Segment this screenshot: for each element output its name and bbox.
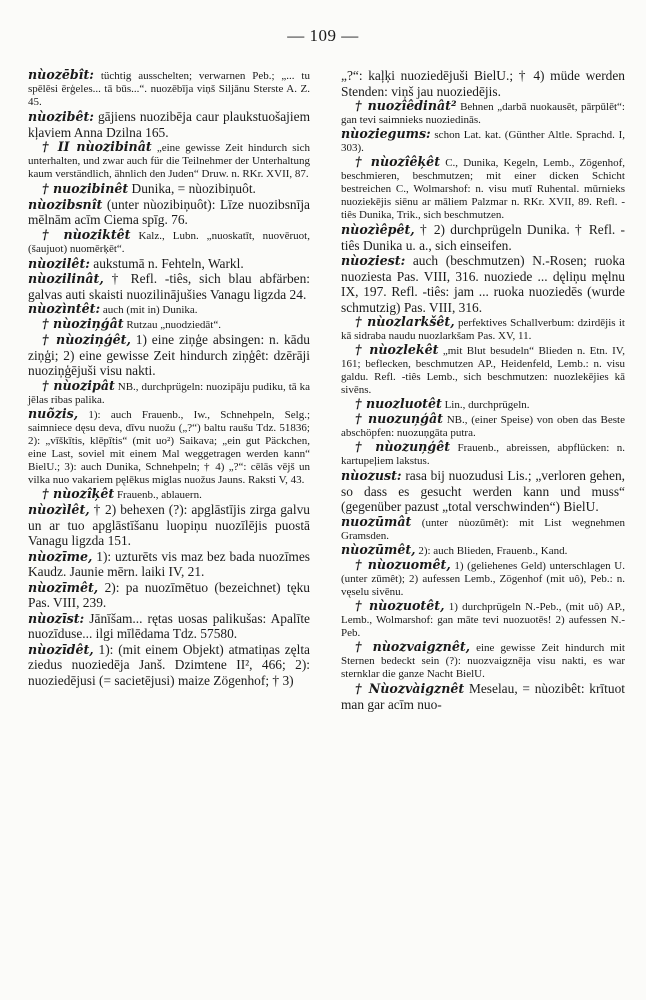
dictionary-entry (28, 407, 310, 487)
entry-headword: nùozūmêt, (341, 542, 416, 558)
entry-headword: † nuozîêdinât² (355, 98, 457, 114)
entry-headword: nùozìlêt, (28, 502, 90, 518)
dictionary-entry (28, 181, 310, 197)
entry-definition: „eine gewisse Zeit hindurch sich unterhalten, und zwar auch für die Teilnehmer der Unterhaltung kaum verständlich, ähnlich den Juden“ Druw. n. RKr. XVII, 87. (28, 142, 310, 181)
entry-definition: (unter nùozibiņuôt): Līze nuozibsnīja mēlnām acīm Ciema spīg. 76. (28, 196, 310, 228)
entry-definition: 1) durchprügeln N.-Peb., (mit uô) AP., Lemb., Wolmarshof: gan māte tevi nuozuotēs! 2) aufessen N.-Peb. (341, 601, 625, 640)
dictionary-entry (341, 640, 625, 681)
entry-definition: gājiens nuozibēja caur plaukstuošajiem kļaviem Anna Dzilna 165. (28, 109, 310, 140)
entry-definition: 1): uzturēts vis maz bez bada nuozīmes Kaudz. Jaunie mērn. laiki IV, 21. (28, 548, 310, 580)
entry-definition: † 2) behexen (?): apglāstījis zirga galvu un ar tuo apglāstīšanu luopiņu nuozīlējis puostā Vanagu ligzda 151. (28, 502, 310, 549)
dictionary-entry (28, 549, 310, 580)
entry-headword: nùozīdêt, (28, 641, 94, 657)
entry-definition: Jānīšam... rętas uosas palikušas: Apalīte nuozīduse... ilgi mīlēdama Tdz. 57580. (28, 610, 310, 642)
entry-headword: † nùozuomêt, (355, 557, 451, 573)
dictionary-entry (341, 440, 625, 468)
dictionary-entry (341, 155, 625, 222)
entry-headword: † nùozuotêt, (355, 598, 445, 614)
entry-definition: auch (mit in) Dunika. (100, 304, 198, 317)
entry-definition: 1): (mit einem Objekt) atmatiņas zęlta ziedus nuoziedēja Janš. Dzimtene II², 466; 2): nuoziedējusi (= sacietējusi) maize Zögenhof; † 3) (28, 641, 310, 689)
entry-definition: NB., (einer Speise) von oben das Beste abschöpfen: nuozuņgāta putra. (341, 414, 625, 440)
dictionary-entry (341, 468, 625, 515)
page-number: — 109 — (287, 26, 359, 45)
entry-definition: 1) eine ziņģe absingen: n. kādu ziņģi; 2) eine gewisse Zeit hindurch ziņģêt: dzērāji nuoziņģējuši visu nakti. (28, 332, 311, 379)
entry-headword: † nùozipât (42, 378, 115, 394)
entry-headword: nùozēbît: (28, 67, 94, 82)
entry-headword: nùozilêt: (28, 255, 90, 271)
entry-definition: aukstumā n. Fehteln, Warkl. (89, 255, 244, 271)
dictionary-entry (341, 343, 625, 397)
entry-definition: tüchtig ausschelten; verwarnen Peb.; „... tu spēlēsi ērģeles... tā būs...“. nuozēbīja viņš Siljānu Sterste A. Z. 45. (28, 70, 310, 108)
entry-definition: 1): auch Frauenb., Iw., Schnehpeln, Selg.; saimniece dęsu deva, dīvu nuožu („?“) baltu raušu Tdz. 51836; 2): „vīškītis, klēpītis“ (mit uo²) Saikava; „ein gut Päckchen, eine Last, soviel mit einem Mal weggetragen werden kann“ BielU.; 3): auch Dunika, Schnehpeln; † 4) „?“: cēlās vējš un vilka nuo vakariem pęlēkus miglas nuožus Jauns. Raksti V, 43. (28, 409, 310, 487)
dictionary-entry (28, 502, 310, 549)
entry-definition: 2): auch Blieden, Frauenb., Kand. (415, 545, 568, 558)
entry-headword: nùozibêt: (28, 109, 94, 124)
entry-definition: perfektives Schallverbum: dzirdējis it kā sidraba naudu nuozlarkšam Pas. XV, 11. (341, 317, 625, 343)
dictionary-entry (28, 487, 310, 502)
dictionary-entry (341, 558, 625, 599)
dictionary-entry (28, 642, 310, 689)
entry-definition: † Refl. -tiês, sich blau abfärben: galvas auti skaisti nuozilinājušies Vanagu ligzda 24. (28, 271, 310, 302)
entry-headword: † nùoziņģêt, (42, 332, 131, 348)
right-column (341, 68, 625, 712)
entry-definition: Frauenb., abreissen, abpflücken: n. kartupeļiem lakstus. (341, 442, 625, 468)
entry-headword: nuozūmât (341, 514, 412, 530)
dictionary-entry (28, 256, 310, 272)
dictionary-entry (28, 611, 310, 642)
entry-definition: „mit Blut besudeln“ Blieden n. Etn. IV, 161; beflecken, beschmutzen AP., Heidenfeld, Lemb.: n. visu galdu. Refl. -tiês Lemb., sich beschmutzen: nuozlekējies kā sivēns. (341, 345, 626, 397)
entry-definition: eine gewisse Zeit hindurch mit Sternen bedeckt sein (?): nuozvaigznēja visu nakti, es war sternklar die ganze Nacht BielU. (341, 642, 625, 681)
entry-definition: rasa bij nuozudusi Lis.; „verloren gehen, so dass es gesucht werden kann und muss“ (gegenüber pazust „total verschwinden“) BielU. (341, 468, 625, 515)
dictionary-entry (341, 222, 625, 253)
entry-definition: Behnen „darbā nuokausēt, pārpūlēt“: gan tevi saimnieks nuoziedinās. (341, 101, 625, 127)
entry-headword: nùozust: (341, 468, 402, 484)
dictionary-entry (28, 68, 310, 109)
entry-definition: Meselau, = nùozibêt: krītuot man gar acīm nuo- (341, 681, 625, 712)
dictionary-entry (341, 99, 625, 127)
entry-headword: † II nùozibinât (42, 139, 152, 155)
dictionary-entry (28, 109, 310, 140)
dictionary-entry (341, 543, 625, 558)
entry-headword: † nùozîķêt (42, 486, 115, 502)
entry-definition: NB., durchprügeln: nuozipāju pudiku, tā ka jēlas ribas palika. (28, 381, 310, 407)
entry-headword: nùozilinât, (28, 271, 104, 287)
dictionary-entry (28, 379, 310, 407)
dictionary-entry (341, 127, 625, 155)
entry-definition: 2): pa nuozīmētuo (bezeichnet) tęku Pas. VIII, 239. (28, 579, 310, 611)
entry-headword: † nuozibinêt (42, 181, 129, 197)
entry-headword: nùoziegums: (341, 126, 431, 142)
dictionary-entry (341, 397, 625, 412)
entry-definition: 1) (geliehenes Geld) unterschlagen U. (unter zūmêt); 2) aufessen Lemb., Zögenhof (mit uô), Peb.: n. vęselu sivēnu. (341, 560, 625, 599)
entry-definition: „?“: kaļķi nuoziedējuši BielU.; † 4) müde werden Stenden: viņš jau nuoziedējis. (341, 68, 625, 99)
entry-definition: Rutzau „nuodziedāt“. (123, 319, 221, 332)
left-column (28, 68, 310, 689)
entry-headword: † nùozvaigznêt, (355, 639, 471, 655)
entry-headword: † Nùozvàigznêt (355, 681, 465, 697)
entry-headword: nùoziest: (341, 253, 406, 269)
entry-definition: Lin., durchprügeln. (441, 399, 530, 412)
entry-definition: auch (beschmutzen) N.-Rosen; ruoka nuoziesta Pas. VIII, 316. nuoziede ... dęliņu męlnu IX, 197. Refl. -tiês: jam ... ruoka nuoziedēs (wurde schmutzig) Pas. VIII, 316. (341, 253, 625, 315)
entry-definition: Dunika, = nùozibiņuôt. (128, 181, 256, 197)
entry-definition: † 2) durchprügeln Dunika. † Refl. -tiês Dunika u. a., sich einseifen. (341, 222, 625, 253)
entry-headword: nùozibsnît (28, 196, 103, 212)
entry-headword: † nùozîêķêt (355, 154, 441, 170)
dictionary-entry (28, 317, 310, 332)
entry-headword: † nùoziktêt (42, 226, 131, 242)
dictionary-entry (341, 515, 625, 543)
dictionary-entry (341, 681, 625, 712)
entry-definition: schon Lat. kat. (Günther Altle. Sprachd. I, 303). (341, 129, 625, 155)
entry-headword: † nuozuņģât (355, 411, 443, 427)
dictionary-entry (28, 580, 310, 611)
entry-headword: nùozīme, (28, 548, 93, 564)
dictionary-entry (28, 197, 310, 228)
dictionary-entry (28, 228, 310, 256)
dictionary-entry (28, 140, 310, 181)
dictionary-entry (341, 599, 625, 640)
entry-headword: nùozìêpêt, (341, 222, 415, 238)
entry-definition: C., Dunika, Kegeln, Lemb., Zögenhof, beschmieren, beschmutzen; mit einer dicken Schicht bestreichen C., Wolmarshof: n. visu mutī Ruhental. mūrnieks nuoziekējis siēnu ar māliem Palzmar n. RKr. XVII, 89. Refl. -tiês Dunika, Trik., sich beschmutzen. (341, 157, 626, 222)
entry-headword: nuõzis, (28, 406, 79, 422)
dictionary-entry (28, 332, 310, 379)
entry-headword: nùozīst: (28, 610, 85, 626)
entry-headword: nùozīmêt, (28, 579, 99, 595)
entry-headword: † nùozlarkšêt, (355, 314, 455, 330)
dictionary-entry (341, 253, 625, 315)
entry-definition: Frauenb., ablauern. (114, 489, 202, 502)
dictionary-entry (341, 68, 625, 99)
entry-headword: † nuozluotêt (355, 396, 442, 412)
entry-headword: nùozìntêt: (28, 301, 101, 317)
entry-definition: Kalz., Lubn. „nuoskatīt, nuovēruot, (šaujuot) nuomērķēt“. (28, 229, 310, 255)
entry-definition: (unter nùozūmêt): mit List wegnehmen Gramsden. (341, 517, 625, 543)
entry-headword: † nùoziņģât (42, 316, 124, 332)
dictionary-entry (341, 412, 625, 440)
dictionary-entry (28, 271, 310, 302)
entry-headword: † nùozuņģêt (355, 439, 451, 455)
dictionary-entry (341, 315, 625, 343)
dictionary-entry (28, 302, 310, 317)
entry-headword: † nùozlekêt (355, 342, 439, 358)
